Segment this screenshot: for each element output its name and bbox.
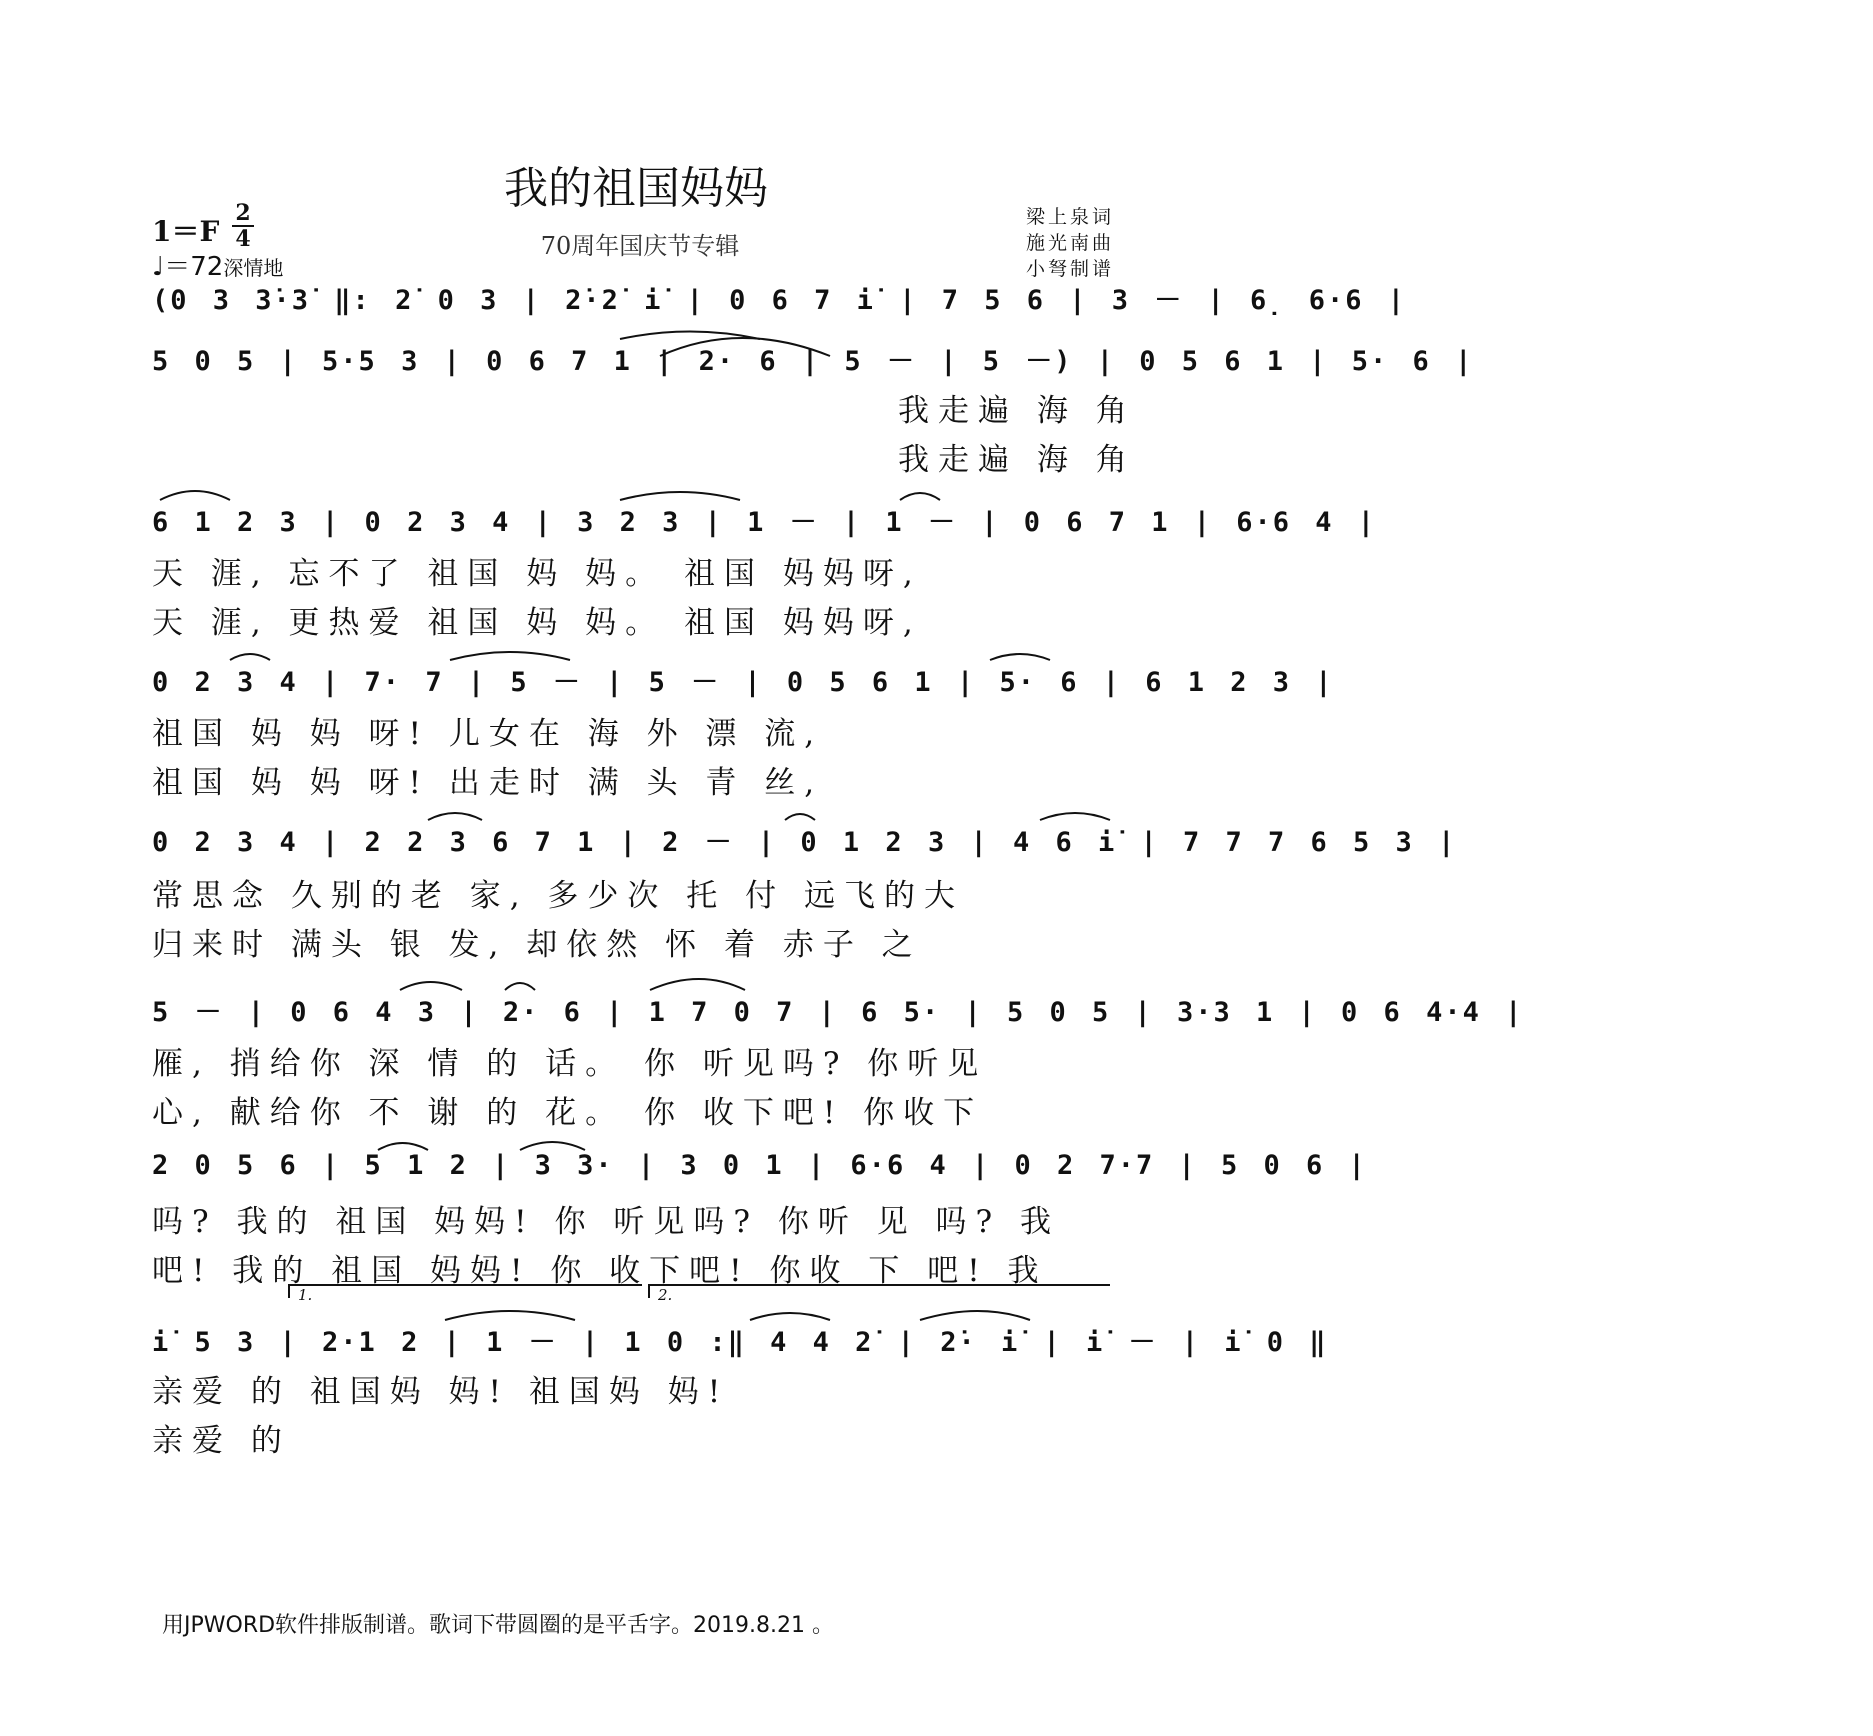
key-signature: 1＝F (152, 215, 220, 248)
slur (750, 1313, 830, 1320)
lyric-line-8-verse-2: 亲爱 的 (152, 1423, 291, 1459)
composer-credit: 施光南曲 (1025, 232, 1114, 254)
notation-line-7: 2 0 5 6 | 5 1 2 | 3 3· | 3 0 1 | 6·6 4 | 0 2 7·7 | 5 0 6 | (152, 1150, 1367, 1181)
album-subtitle: 70周年国庆节专辑 (540, 232, 740, 260)
slur (450, 652, 570, 660)
slur (520, 1142, 585, 1150)
slur (660, 338, 830, 356)
slur (160, 491, 230, 500)
notation-line-6: 5 － | 0 6 4 3 | 2· 6 | 1 7 0 7 | 6 5· | 5 0 5 | 3·3 1 | 0 6 4·4 | (152, 997, 1524, 1028)
slur (400, 982, 462, 990)
lyric-line-6-verse-1: 雁, 捎给你 深 情 的 话。 你 听见吗? 你听见 (152, 1046, 988, 1082)
lyric-line-3-verse-2: 天 涯, 更热爱 祖国 妈 妈。 祖国 妈妈呀, (152, 605, 922, 641)
lyric-line-2-verse-1: 我走遍 海 角 (898, 393, 1136, 429)
notation-line-5: 0 2 3 4 | 2 2 3 6 7 1 | 2 － | 0 1 2 3 | 4 6 i̇ | 7 7 7 6 5 3 | (152, 827, 1457, 858)
lyric-line-8-verse-1: 亲爱 的 祖国妈 妈! 祖国妈 妈! (152, 1374, 730, 1410)
slur (920, 1311, 1030, 1320)
slur (620, 492, 740, 500)
slur (1040, 813, 1110, 820)
notation-line-4: 0 2 3 4 | 7· 7 | 5 － | 5 － | 0 5 6 1 | 5· 6 | 6 1 2 3 | (152, 667, 1334, 698)
lyric-line-5-verse-1: 常思念 久别的老 家, 多少次 托 付 远飞的大 (152, 878, 964, 914)
slur (990, 654, 1050, 660)
footnote: 用JPWORD软件排版制谱。歌词下带圆圈的是平舌字。2019.8.21 。 (162, 1613, 835, 1638)
lyric-line-4-verse-2: 祖国 妈 妈 呀! 出走时 满 头 青 丝, (152, 765, 824, 801)
slur (230, 654, 270, 660)
first-ending-label: 1. (298, 1286, 313, 1304)
notation-line-2: 5 0 5 | 5·5 3 | 0 6 7 1 | 2· 6 | 5 － | 5 －) | 0 5 6 1 | 5· 6 | (152, 346, 1474, 377)
slur (445, 1311, 575, 1320)
notation-line-1: (0 3 3̇·3̇ ‖: 2̇ 0 3 | 2̇·2̇ i̇ | 0 6 7 i̇ | 7 5 6 | 3 － | 6̣ 6·6 | (152, 285, 1407, 316)
time-sig-top: 2 (235, 200, 251, 226)
tempo-value: ♩＝72 (152, 252, 224, 282)
slur (785, 814, 815, 820)
time-sig-bottom: 4 (235, 226, 251, 252)
slur (900, 493, 940, 500)
lyric-line-2-verse-2: 我走遍 海 角 (898, 442, 1136, 478)
slur (505, 983, 535, 990)
lyric-line-7-verse-2: 吧! 我的 祖国 妈妈! 你 收下吧! 你收 下 吧! 我 (152, 1253, 1048, 1289)
notation-line-3: 6 1 2 3 | 0 2 3 4 | 3 2 3 | 1 － | 1 － | 0 6 7 1 | 6·6 4 | (152, 507, 1377, 538)
second-ending-label: 2. (658, 1286, 673, 1304)
lyricist-credit: 梁上泉词 (1025, 206, 1114, 228)
lyric-line-4-verse-1: 祖国 妈 妈 呀! 儿女在 海 外 漂 流, (152, 716, 824, 752)
song-title: 我的祖国妈妈 (504, 163, 768, 214)
slur (428, 813, 482, 820)
expression-marking: 深情地 (223, 256, 284, 280)
lyric-line-6-verse-2: 心, 献给你 不 谢 的 花。 你 收下吧! 你收下 (152, 1095, 984, 1131)
lyric-line-5-verse-2: 归来时 满头 银 发, 却依然 怀 着 赤子 之 (152, 927, 922, 963)
lyric-line-7-verse-1: 吗? 我的 祖国 妈妈! 你 听见吗? 你听 见 吗? 我 (152, 1204, 1061, 1240)
slur (650, 979, 745, 990)
lyric-line-3-verse-1: 天 涯, 忘不了 祖国 妈 妈。 祖国 妈妈呀, (152, 556, 922, 592)
slur (378, 1143, 428, 1150)
engraver-credit: 小弩制谱 (1025, 258, 1114, 280)
notation-line-8: i̇ 5 3 | 2·1 2 | 1 － | 1 0 :‖ 4 4 2̇ | 2̇· i̇ | i̇ － | i̇ 0 ‖ (152, 1327, 1328, 1358)
